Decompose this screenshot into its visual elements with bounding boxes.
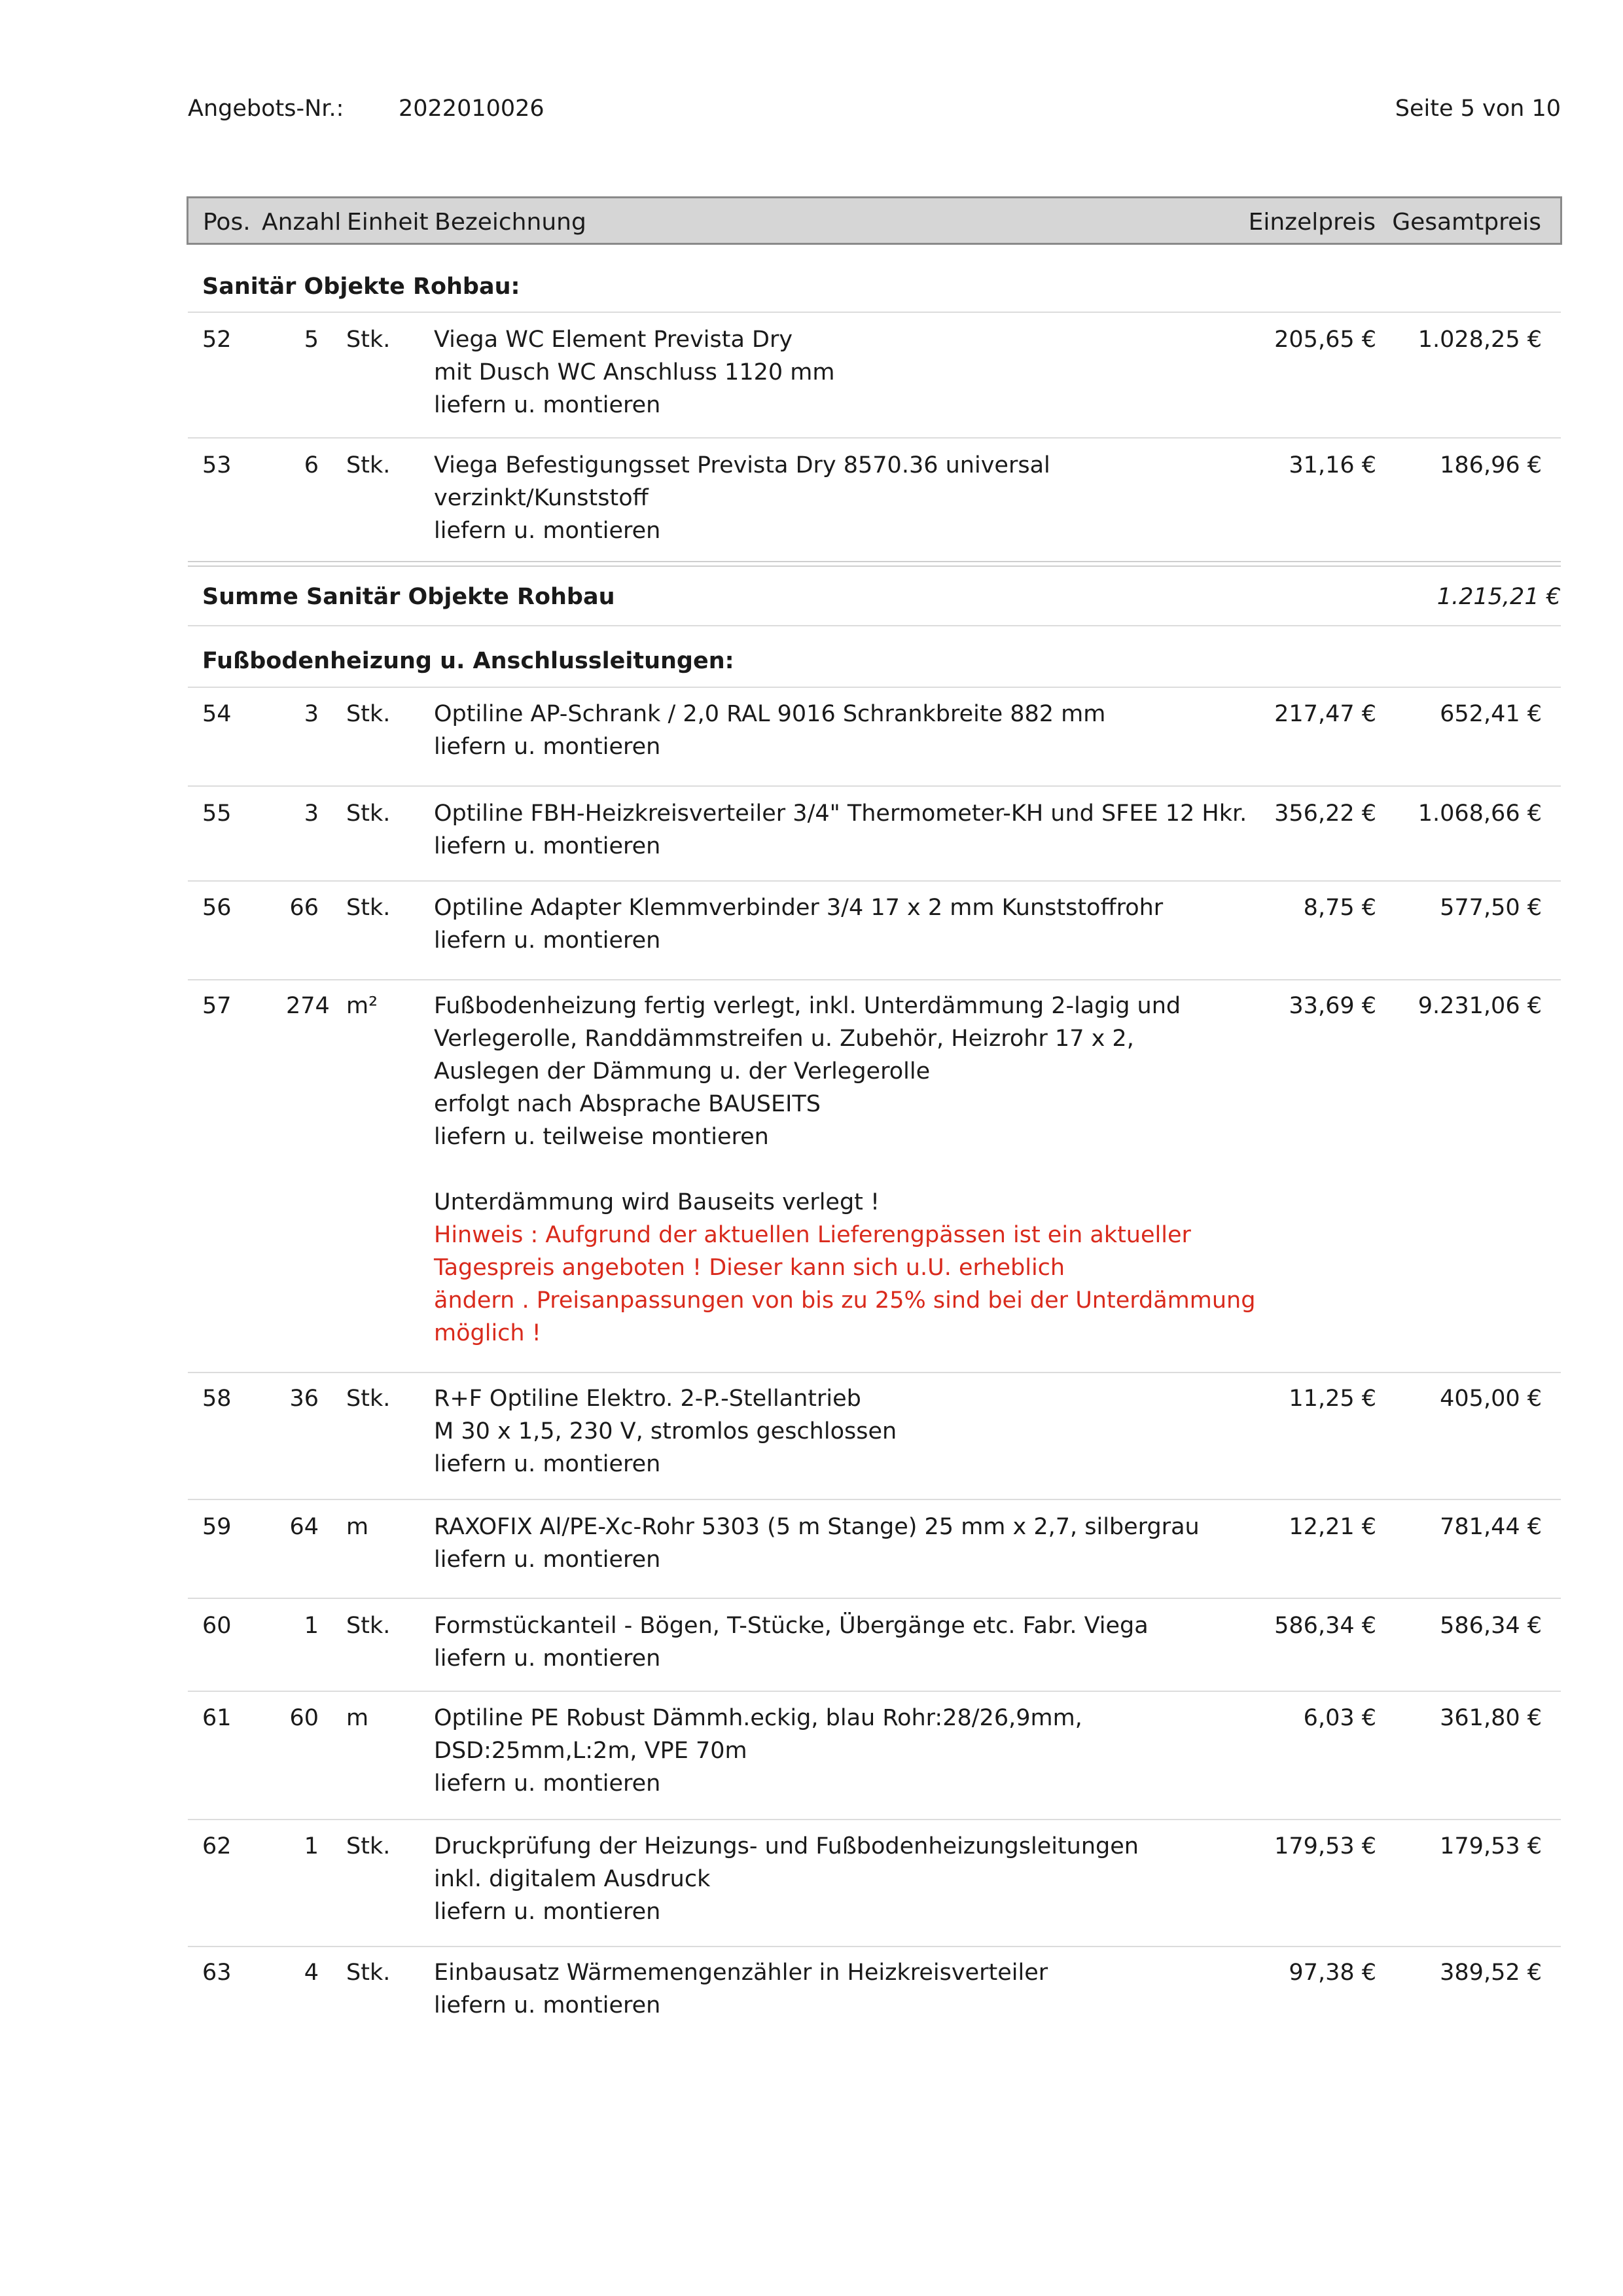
desc-line: Einbausatz Wärmemengenzähler in Heizkreisverteiler <box>434 1960 1048 1986</box>
cell-unit: Stk. <box>346 1386 391 1412</box>
row-divider <box>188 880 1561 882</box>
row-divider <box>188 312 1561 313</box>
row-divider <box>188 1499 1561 1500</box>
cell-total-price: 186,96 € <box>1440 452 1542 478</box>
cell-unit: Stk. <box>346 1833 391 1859</box>
notice-line: Hinweis : Aufgrund der aktuellen Lieferengpässen ist ein aktueller <box>434 1222 1191 1248</box>
cell-total-price: 9.231,06 € <box>1418 993 1542 1019</box>
cell-qty: 1 <box>304 1833 319 1859</box>
cell-unit: Stk. <box>346 895 391 921</box>
cell-desc <box>434 1382 1206 1480</box>
cell-qty: 6 <box>304 452 319 478</box>
cell-pos: 61 <box>202 1705 232 1731</box>
cell-desc <box>434 797 1247 863</box>
desc-line: liefern u. montieren <box>434 1992 661 2018</box>
desc-line: liefern u. montieren <box>434 734 661 760</box>
cell-desc <box>434 698 1206 763</box>
cell-qty: 274 <box>286 993 330 1019</box>
desc-line: Optiline AP-Schrank / 2,0 RAL 9016 Schrankbreite 882 mm <box>434 701 1106 727</box>
cell-pos: 59 <box>202 1514 232 1540</box>
desc-line: mit Dusch WC Anschluss 1120 mm <box>434 359 835 386</box>
notice-line: möglich ! <box>434 1320 541 1346</box>
desc-line: verzinkt/Kunststoff <box>434 485 649 511</box>
desc-line: Optiline FBH-Heizkreisverteiler 3/4" Thermometer-KH und SFEE 12 Hkr. <box>434 800 1247 827</box>
cell-desc <box>434 1702 1206 1800</box>
desc-line: liefern u. montieren <box>434 518 661 544</box>
cell-unit-price: 205,65 € <box>1274 327 1376 353</box>
row-divider <box>188 1819 1561 1820</box>
cell-desc <box>434 891 1206 957</box>
row-divider <box>188 687 1561 688</box>
cell-unit-price: 8,75 € <box>1303 895 1376 921</box>
desc-line: liefern u. montieren <box>434 1547 661 1573</box>
desc-line: RAXOFIX Al/PE-Xc-Rohr 5303 (5 m Stange) 25 mm x 2,7, silbergrau <box>434 1514 1200 1540</box>
page-header <box>188 96 1561 128</box>
cell-unit: Stk. <box>346 452 391 478</box>
desc-line: Unterdämmung wird Bauseits verlegt ! <box>434 1189 880 1215</box>
cell-unit-price: 356,22 € <box>1274 800 1376 827</box>
cell-unit: Stk. <box>346 1960 391 1986</box>
notice-line: Tagespreis angeboten ! Dieser kann sich u.U. erheblich <box>434 1255 1065 1281</box>
cell-unit-price: 179,53 € <box>1274 1833 1376 1859</box>
col-header-desc: Bezeichnung <box>435 209 586 236</box>
cell-pos: 58 <box>202 1386 232 1412</box>
cell-desc <box>434 1511 1206 1576</box>
row-divider <box>188 625 1561 626</box>
notice-line: ändern . Preisanpassungen von bis zu 25% sind bei der Unterdämmung <box>434 1287 1256 1314</box>
desc-line: Optiline PE Robust Dämmh.eckig, blau Rohr:28/26,9mm, <box>434 1705 1082 1731</box>
page-info: Seite 5 von 10 <box>1395 96 1561 122</box>
cell-qty: 5 <box>304 327 319 353</box>
cell-qty: 66 <box>289 895 319 921</box>
offer-number-label: Angebots-Nr.: <box>188 96 344 122</box>
cell-pos: 52 <box>202 327 232 353</box>
desc-line: Optiline Adapter Klemmverbinder 3/4 17 x 2 mm Kunststoffrohr <box>434 895 1164 921</box>
cell-unit: Stk. <box>346 1613 391 1639</box>
sum-divider <box>188 565 1561 567</box>
cell-total-price: 577,50 € <box>1440 895 1542 921</box>
desc-line: liefern u. montieren <box>434 1451 661 1477</box>
cell-qty: 4 <box>304 1960 319 1986</box>
section-title-label: Fußbodenheizung u. Anschlussleitungen: <box>202 648 734 674</box>
cell-total-price: 389,52 € <box>1440 1960 1542 1986</box>
desc-line: liefern u. montieren <box>434 833 661 859</box>
desc-line: Viega WC Element Prevista Dry <box>434 327 793 353</box>
row-divider <box>188 1946 1561 1947</box>
cell-desc <box>434 1609 1206 1675</box>
cell-total-price: 361,80 € <box>1440 1705 1542 1731</box>
cell-desc <box>434 1956 1206 2022</box>
cell-unit: Stk. <box>346 800 391 827</box>
cell-pos: 56 <box>202 895 232 921</box>
desc-line: M 30 x 1,5, 230 V, stromlos geschlossen <box>434 1418 897 1444</box>
cell-qty: 64 <box>289 1514 319 1540</box>
cell-pos: 57 <box>202 993 232 1019</box>
row-divider <box>188 1598 1561 1599</box>
table-header <box>187 196 1562 245</box>
cell-unit-price: 31,16 € <box>1289 452 1376 478</box>
cell-desc <box>434 323 1206 422</box>
col-header-qty: Anzahl <box>262 209 342 236</box>
cell-unit: Stk. <box>346 327 391 353</box>
cell-unit-price: 6,03 € <box>1303 1705 1376 1731</box>
cell-unit: m² <box>346 993 378 1019</box>
cell-unit-price: 11,25 € <box>1289 1386 1376 1412</box>
desc-line: Formstückanteil - Bögen, T-Stücke, Übergänge etc. Fabr. Viega <box>434 1613 1149 1639</box>
cell-pos: 63 <box>202 1960 232 1986</box>
cell-desc <box>434 1830 1206 1928</box>
desc-line: DSD:25mm,L:2m, VPE 70m <box>434 1738 747 1764</box>
sum-value: 1.215,21 € <box>1436 584 1561 610</box>
cell-desc <box>434 990 1256 1350</box>
desc-line: liefern u. montieren <box>434 1645 661 1672</box>
cell-pos: 54 <box>202 701 232 727</box>
desc-line: erfolgt nach Absprache BAUSEITS <box>434 1091 821 1117</box>
row-divider <box>188 437 1561 439</box>
desc-line: liefern u. montieren <box>434 1770 661 1797</box>
cell-pos: 60 <box>202 1613 232 1639</box>
cell-unit-price: 217,47 € <box>1274 701 1376 727</box>
cell-pos: 62 <box>202 1833 232 1859</box>
desc-line: Druckprüfung der Heizungs- und Fußbodenheizungsleitungen <box>434 1833 1139 1859</box>
cell-qty: 3 <box>304 701 319 727</box>
cell-unit-price: 586,34 € <box>1274 1613 1376 1639</box>
desc-line: liefern u. montieren <box>434 392 661 418</box>
row-divider <box>188 1372 1561 1373</box>
cell-pos: 55 <box>202 800 232 827</box>
desc-line: liefern u. montieren <box>434 927 661 954</box>
desc-line: Auslegen der Dämmung u. der Verlegerolle <box>434 1058 931 1085</box>
cell-total-price: 1.068,66 € <box>1418 800 1542 827</box>
desc-line: liefern u. teilweise montieren <box>434 1124 769 1150</box>
cell-total-price: 1.028,25 € <box>1418 327 1542 353</box>
cell-total-price: 781,44 € <box>1440 1514 1542 1540</box>
sum-label: Summe Sanitär Objekte Rohbau <box>202 584 615 610</box>
section-title-label: Sanitär Objekte Rohbau: <box>202 274 520 300</box>
cell-pos: 53 <box>202 452 232 478</box>
cell-total-price: 405,00 € <box>1440 1386 1542 1412</box>
cell-unit-price: 97,38 € <box>1289 1960 1376 1986</box>
cell-total-price: 652,41 € <box>1440 701 1542 727</box>
desc-line: R+F Optiline Elektro. 2-P.-Stellantrieb <box>434 1386 861 1412</box>
desc-line: Verlegerolle, Randdämmstreifen u. Zubehör, Heizrohr 17 x 2, <box>434 1026 1134 1052</box>
desc-line: Viega Befestigungsset Prevista Dry 8570.36 universal <box>434 452 1050 478</box>
cell-unit: m <box>346 1705 369 1731</box>
row-divider <box>188 979 1561 980</box>
cell-qty: 36 <box>289 1386 319 1412</box>
cell-unit-price: 33,69 € <box>1289 993 1376 1019</box>
desc-line: liefern u. montieren <box>434 1899 661 1925</box>
offer-number: 2022010026 <box>399 96 544 122</box>
cell-unit: m <box>346 1514 369 1540</box>
col-header-unit: Einheit <box>347 209 429 236</box>
cell-unit: Stk. <box>346 701 391 727</box>
desc-line: Fußbodenheizung fertig verlegt, inkl. Unterdämmung 2-lagig und <box>434 993 1181 1019</box>
desc-line: inkl. digitalem Ausdruck <box>434 1866 711 1892</box>
cell-qty: 60 <box>289 1705 319 1731</box>
cell-qty: 1 <box>304 1613 319 1639</box>
row-divider <box>188 1691 1561 1692</box>
cell-unit-price: 12,21 € <box>1289 1514 1376 1540</box>
cell-total-price: 586,34 € <box>1440 1613 1542 1639</box>
cell-qty: 3 <box>304 800 319 827</box>
col-header-total-price: Gesamtpreis <box>1392 209 1541 236</box>
col-header-unit-price: Einzelpreis <box>1248 209 1376 236</box>
cell-total-price: 179,53 € <box>1440 1833 1542 1859</box>
cell-desc <box>434 449 1206 547</box>
col-header-pos: Pos. <box>203 209 251 236</box>
row-divider <box>188 785 1561 787</box>
desc-line <box>434 1153 1206 1186</box>
sum-divider <box>188 561 1561 562</box>
